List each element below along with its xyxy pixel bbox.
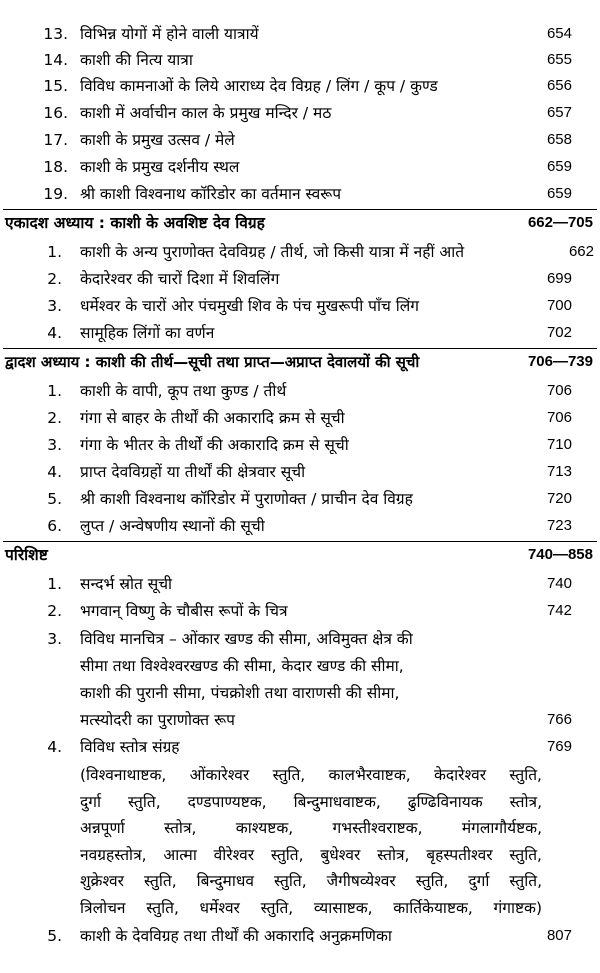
entry-page: 656	[546, 77, 572, 94]
entry-number: 3.	[47, 297, 62, 315]
entry-title: लुप्त / अन्वेषणीय स्थानों की सूची	[80, 517, 265, 535]
entry-title-line: विविध मानचित्र – ओंकार खण्ड की सीमा, अविमुक्त क्षेत्र की	[80, 630, 413, 648]
stotra-list-line: दुर्गा स्तुति, दण्डपाण्यष्टक, बिन्दुमाधवाष्टक, ढुण्ढिविनायक स्तोत्र,	[80, 792, 542, 811]
entry-page: 742	[546, 602, 572, 619]
chapter-title: द्वादश अध्याय : काशी की तीर्थ—सूची तथा प्राप्त—अप्राप्त देवालयों की सूची	[5, 353, 420, 371]
stotra-list-line: अन्नपूर्णा स्तोत्र, काश्यष्टक, गभस्तीश्वराष्टक, मंगलागौर्यष्टक,	[80, 819, 542, 837]
entry-number: 1.	[47, 382, 62, 400]
entry-title: केदारेश्वर की चारों दिशा में शिवलिंग	[80, 270, 280, 288]
entry-page: 769	[546, 738, 572, 755]
stotra-list-line: (विश्वनाथाष्टक, ओंकारेश्वर स्तुति, कालभैरवाष्टक, केदारेश्वर स्तुति,	[80, 766, 542, 784]
entry-number: 5.	[47, 490, 62, 508]
entry-number: 3.	[47, 436, 62, 454]
entry-number: 1.	[47, 243, 62, 261]
entry-title: काशी की नित्य यात्रा	[80, 51, 193, 69]
entry-title-line: मत्स्योदरी का पुराणोक्त रूप	[80, 711, 235, 729]
entry-page: 706	[546, 382, 572, 399]
stotra-list	[80, 762, 542, 921]
entry-title: विभिन्न योगों में होने वाली यात्रायें	[80, 25, 259, 43]
entry-number: 5.	[47, 927, 62, 945]
entry-number: 16.	[43, 104, 68, 122]
entry-title: गंगा के भीतर के तीर्थों की अकारादि क्रम से सूची	[80, 436, 349, 454]
entry-page: 700	[546, 297, 572, 314]
entry-title: काशी में अर्वाचीन काल के प्रमुख मन्दिर / मठ	[80, 104, 332, 122]
entry-title: काशी के देवविग्रह तथा तीर्थों की अकारादि अनुक्रमणिका	[80, 927, 392, 945]
entry-number: 6.	[47, 517, 62, 535]
entry-page: 657	[546, 104, 572, 121]
entry-page: 706	[546, 409, 572, 426]
entry-page: 654	[546, 25, 572, 42]
stotra-list-line: शुक्रेश्वर स्तुति, बिन्दुमाधव स्तुति, जैगीषव्येश्वर स्तुति, दुर्गा स्तुति,	[80, 872, 542, 890]
entry-page: 766	[546, 711, 572, 728]
stotra-list-line: त्रिलोचन स्तुति, धर्मेश्वर स्तुति, व्यासाष्टक, कार्तिकेयाष्टक, गंगाष्टक)	[80, 898, 542, 917]
entry-title: भगवान् विष्णु के चौबीस रूपों के चित्र	[80, 602, 288, 620]
section-divider	[3, 348, 597, 349]
entry-title: श्री काशी विश्वनाथ कॉरिडोर में पुराणोक्त / प्राचीन देव विग्रह	[80, 490, 413, 508]
entry-number: 3.	[47, 630, 62, 648]
entry-number: 1.	[47, 575, 62, 593]
entry-page: 723	[546, 517, 572, 534]
entry-title: काशी के वापी, कूप तथा कुण्ड / तीर्थ	[80, 382, 287, 400]
entry-page: 658	[546, 131, 572, 148]
chapter-page-range: 740—858	[527, 546, 593, 563]
entry-number: 4.	[47, 463, 62, 481]
chapter-title: परिशिष्ट	[5, 546, 48, 564]
entry-title: प्राप्त देवविग्रहों या तीर्थों की क्षेत्रवार सूची	[80, 463, 306, 481]
entry-number: 13.	[43, 25, 68, 43]
entry-title: काशी के अन्य पुराणोक्त देवविग्रह / तीर्थ, जो किसी यात्रा में नहीं आते	[80, 243, 465, 261]
chapter-page-range: 706—739	[527, 353, 593, 370]
entry-title: विविध कामनाओं के लिये आराध्य देव विग्रह / लिंग / कूप / कुण्ड	[80, 77, 438, 95]
entry-page: 710	[546, 436, 572, 453]
entry-page: 699	[546, 270, 572, 287]
entry-title: श्री काशी विश्वनाथ कॉरिडोर का वर्तमान स्वरूप	[80, 185, 342, 203]
entry-number: 18.	[43, 158, 68, 176]
entry-number: 15.	[43, 77, 68, 95]
entry-title-line: काशी की पुरानी सीमा, पंचक्रोशी तथा वाराणसी की सीमा,	[80, 684, 400, 702]
entry-page: 659	[546, 158, 572, 175]
entry-page: 662	[568, 243, 594, 260]
chapter-page-range: 662—705	[527, 214, 593, 231]
entry-number: 2.	[47, 602, 62, 620]
entry-number: 17.	[43, 131, 68, 149]
entry-number: 2.	[47, 409, 62, 427]
section-divider	[3, 209, 597, 210]
entry-title: सन्दर्भ स्रोत सूची	[80, 575, 173, 593]
entry-number: 19.	[43, 185, 68, 203]
entry-page: 740	[546, 575, 572, 592]
entry-title: सामूहिक लिंगों का वर्णन	[80, 324, 215, 342]
entry-page: 720	[546, 490, 572, 507]
entry-page: 807	[546, 927, 572, 944]
chapter-title: एकादश अध्याय : काशी के अवशिष्ट देव विग्रह	[5, 214, 265, 232]
entry-page: 659	[546, 185, 572, 202]
entry-title: गंगा से बाहर के तीर्थों की अकारादि क्रम से सूची	[80, 409, 345, 427]
entry-title: विविध स्तोत्र संग्रह	[80, 738, 180, 756]
entry-title: काशी के प्रमुख उत्सव / मेले	[80, 131, 235, 149]
entry-number: 2.	[47, 270, 62, 288]
entry-title: काशी के प्रमुख दर्शनीय स्थल	[80, 158, 240, 176]
entry-number: 4.	[47, 738, 62, 756]
entry-number: 4.	[47, 324, 62, 342]
stotra-list-line: नवग्रहस्तोत्र, आत्मा वीरेश्वर स्तुति, बुधेश्वर स्तोत्र, बृहस्पतीश्वर स्तुति,	[80, 845, 542, 864]
section-divider	[3, 541, 597, 542]
entry-title: धर्मेश्वर के चारों ओर पंचमुखी शिव के पंच मुखरूपी पाँच लिंग	[80, 297, 419, 315]
entry-page: 655	[546, 51, 572, 68]
entry-page: 713	[546, 463, 572, 480]
entry-page: 702	[546, 324, 572, 341]
entry-title-line: सीमा तथा विश्वेश्वरखण्ड की सीमा, केदार खण्ड की सीमा,	[80, 657, 404, 675]
entry-number: 14.	[43, 51, 68, 69]
